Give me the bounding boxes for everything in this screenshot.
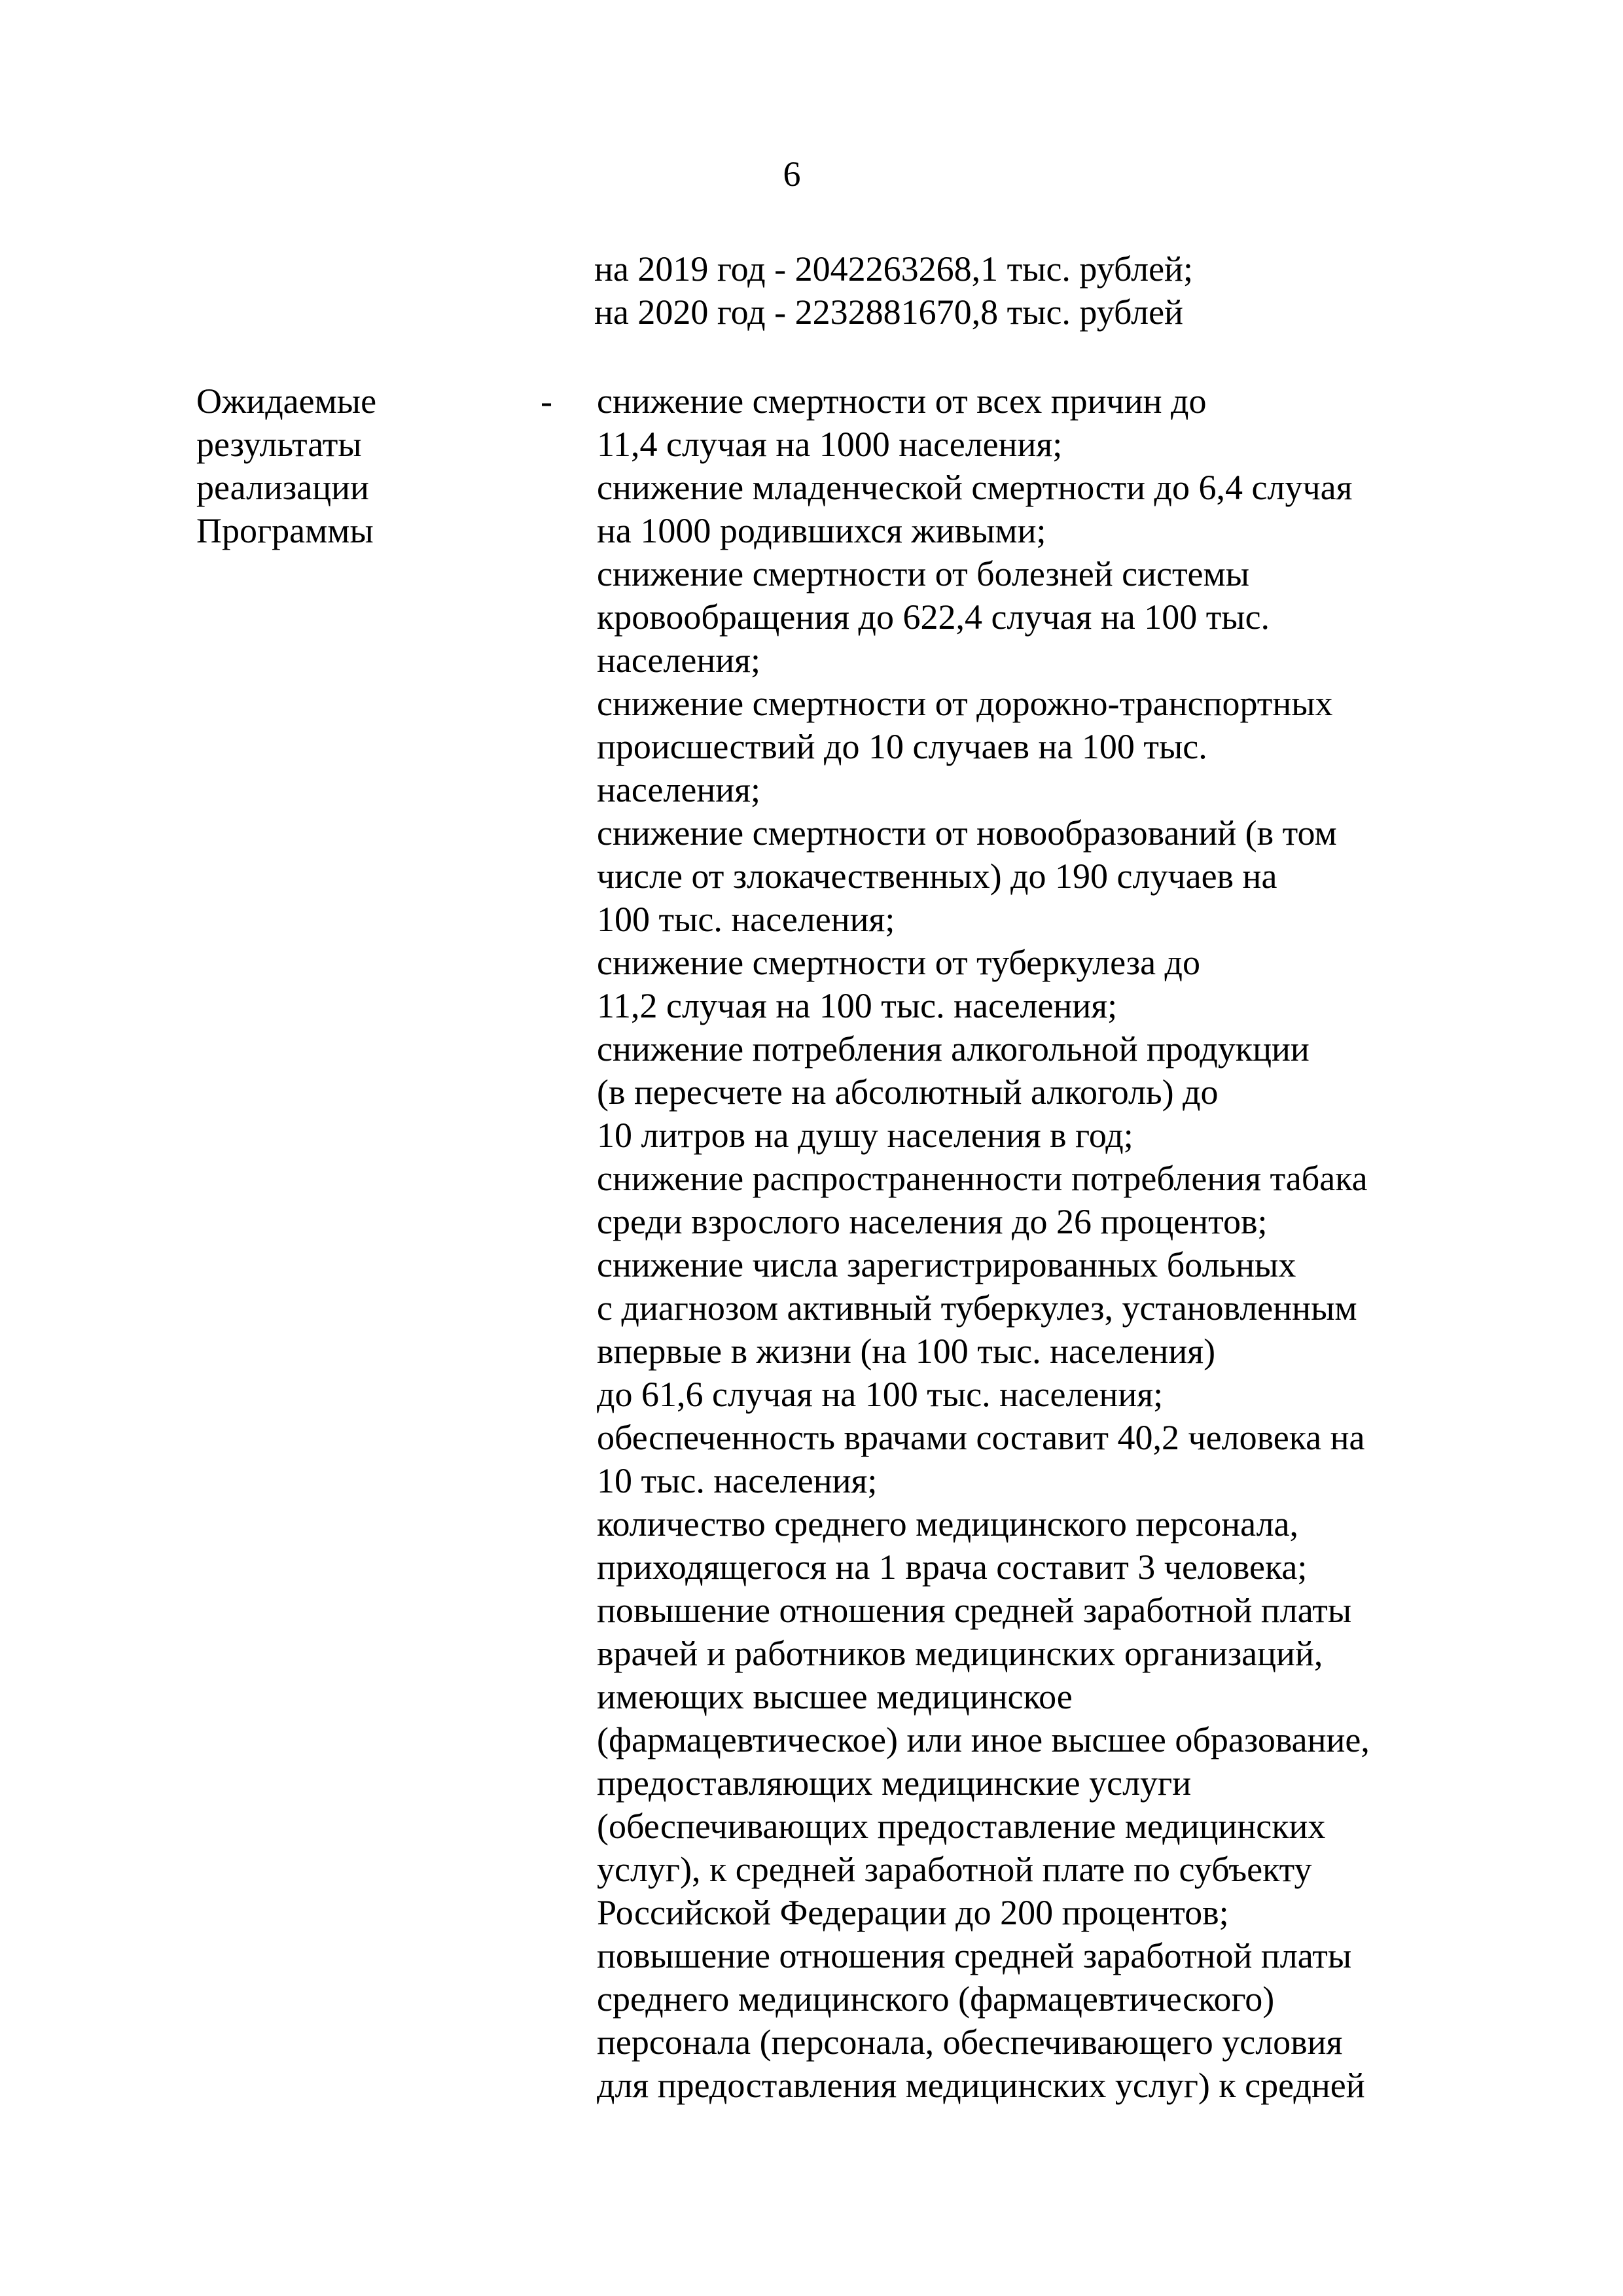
section-label-line: Ожидаемые bbox=[196, 381, 377, 421]
result-line: количество среднего медицинского персонала, bbox=[597, 1504, 1299, 1544]
result-line: повышение отношения средней заработной платы bbox=[597, 1591, 1352, 1630]
result-line: 100 тыс. населения; bbox=[597, 900, 895, 939]
page-number: 6 bbox=[783, 154, 801, 194]
section-label-line: Программы bbox=[196, 511, 374, 550]
result-line: предоставляющих медицинские услуги bbox=[597, 1763, 1192, 1803]
result-line: приходящегося на 1 врача составит 3 человека; bbox=[597, 1547, 1308, 1587]
result-line: обеспеченность врачами составит 40,2 человека на bbox=[597, 1418, 1365, 1457]
label-separator-dash: - bbox=[541, 381, 552, 421]
result-line: повышение отношения средней заработной платы bbox=[597, 1936, 1352, 1975]
result-line: 10 тыс. населения; bbox=[597, 1461, 878, 1500]
result-line: снижение смертности от туберкулеза до bbox=[597, 943, 1201, 982]
result-line: населения; bbox=[597, 770, 761, 809]
result-line: (обеспечивающих предоставление медицинских bbox=[597, 1807, 1326, 1846]
result-line: Российской Федерации до 200 процентов; bbox=[597, 1893, 1229, 1932]
result-line: 10 литров на душу населения в год; bbox=[597, 1116, 1133, 1155]
result-line: населения; bbox=[597, 641, 761, 680]
result-line: снижение смертности от всех причин до bbox=[597, 381, 1207, 421]
result-line: происшествий до 10 случаев на 100 тыс. bbox=[597, 727, 1207, 766]
result-line: врачей и работников медицинских организаций, bbox=[597, 1634, 1323, 1673]
result-line: 11,2 случая на 100 тыс. населения; bbox=[597, 986, 1118, 1025]
result-line: (в пересчете на абсолютный алкоголь) до bbox=[597, 1072, 1219, 1112]
result-line: услуг), к средней заработной плате по субъекту bbox=[597, 1850, 1312, 1889]
result-line: снижение потребления алкогольной продукции bbox=[597, 1029, 1310, 1069]
result-line: с диагнозом активный туберкулез, установленным bbox=[597, 1288, 1357, 1328]
section-label-line: результаты bbox=[196, 425, 362, 464]
result-line: снижение смертности от болезней системы bbox=[597, 554, 1249, 593]
result-line: числе от злокачественных) до 190 случаев на bbox=[597, 857, 1277, 896]
result-line: (фармацевтическое) или иное высшее образование, bbox=[597, 1720, 1370, 1759]
result-line: среднего медицинского (фармацевтического) bbox=[597, 1979, 1275, 2019]
result-line: персонала (персонала, обеспечивающего условия bbox=[597, 2022, 1343, 2062]
result-line: снижение смертности от новообразований (в том bbox=[597, 813, 1337, 853]
result-line: 11,4 случая на 1000 населения; bbox=[597, 425, 1063, 464]
result-line: снижение младенческой смертности до 6,4 случая bbox=[597, 468, 1353, 507]
result-line: до 61,6 случая на 100 тыс. населения; bbox=[597, 1375, 1164, 1414]
result-line: снижение смертности от дорожно-транспортных bbox=[597, 684, 1333, 723]
result-line: кровообращения до 622,4 случая на 100 тыс. bbox=[597, 597, 1270, 637]
section-label-line: реализации bbox=[196, 468, 369, 507]
result-line: среди взрослого населения до 26 процентов; bbox=[597, 1202, 1268, 1241]
funding-line-2020: на 2020 год - 2232881670,8 тыс. рублей bbox=[594, 292, 1183, 332]
result-line: для предоставления медицинских услуг) к средней bbox=[597, 2066, 1365, 2105]
result-line: впервые в жизни (на 100 тыс. населения) bbox=[597, 1332, 1216, 1371]
result-line: снижение числа зарегистрированных больных bbox=[597, 1245, 1296, 1284]
result-line: имеющих высшее медицинское bbox=[597, 1677, 1073, 1716]
funding-line-2019: на 2019 год - 2042263268,1 тыс. рублей; bbox=[594, 249, 1193, 289]
result-line: на 1000 родившихся живыми; bbox=[597, 511, 1046, 550]
result-line: снижение распространенности потребления табака bbox=[597, 1159, 1368, 1198]
